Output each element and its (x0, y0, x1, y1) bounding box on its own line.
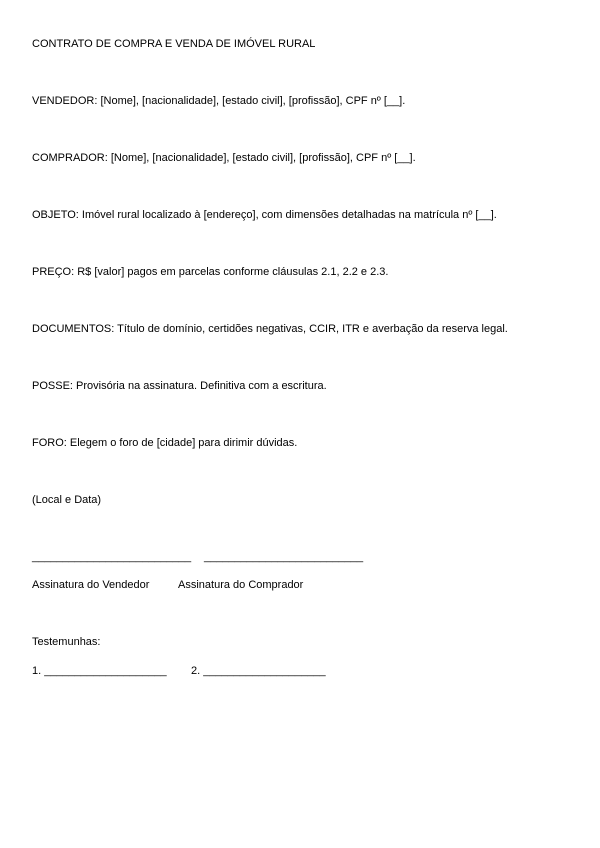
possession-clause: POSSE: Provisória na assinatura. Definitiva com a escritura. (32, 380, 327, 392)
witnesses-label: Testemunhas: (32, 636, 101, 648)
buyer-signature-label: Assinatura do Comprador (178, 579, 304, 591)
place-date: (Local e Data) (32, 494, 102, 506)
witness-1-line: 1. ____________________ (32, 665, 167, 677)
jurisdiction-clause: FORO: Elegem o foro de [cidade] para dirimir dúvidas. (32, 437, 298, 449)
documents-clause: DOCUMENTOS: Título de domínio, certidões negativas, CCIR, ITR e averbação da reserva legal. (32, 323, 508, 335)
seller-signature-line: __________________________ (32, 551, 192, 563)
witness-2-line: 2. ____________________ (191, 665, 326, 677)
object-clause: OBJETO: Imóvel rural localizado à [endereço], com dimensões detalhadas na matrícula nº [__]. (32, 209, 497, 221)
seller-signature-label: Assinatura do Vendedor (32, 579, 150, 591)
seller-clause: VENDEDOR: [Nome], [nacionalidade], [estado civil], [profissão], CPF nº [__]. (32, 95, 406, 107)
buyer-clause: COMPRADOR: [Nome], [nacionalidade], [estado civil], [profissão], CPF nº [__]. (32, 152, 416, 164)
contract-title: CONTRATO DE COMPRA E VENDA DE IMÓVEL RURAL (32, 38, 316, 50)
buyer-signature-line: __________________________ (204, 551, 364, 563)
price-clause: PREÇO: R$ [valor] pagos em parcelas conforme cláusulas 2.1, 2.2 e 2.3. (32, 266, 389, 278)
